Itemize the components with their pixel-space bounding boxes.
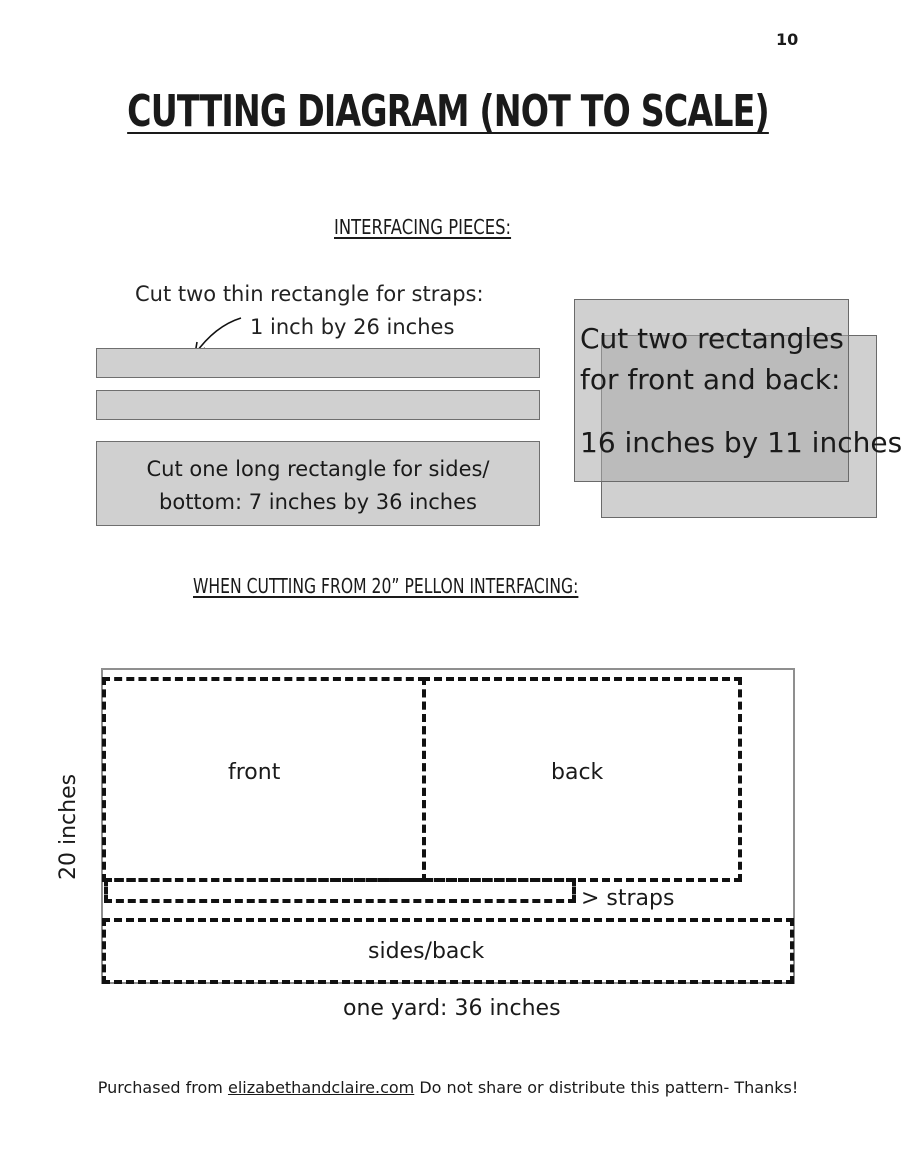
footer bbox=[0, 1078, 896, 1097]
pellon-heading: WHEN CUTTING FROM 20” PELLON INTERFACING: bbox=[193, 574, 579, 598]
interfacing-pieces-heading: INTERFACING PIECES: bbox=[334, 215, 512, 239]
strap-rectangle-2 bbox=[96, 390, 540, 420]
strap-rectangle-1 bbox=[96, 348, 540, 378]
straps-note-line1: Cut two thin rectangle for straps: bbox=[135, 282, 484, 306]
footer-prefix: Purchased from bbox=[97, 1078, 228, 1097]
panels-line3: 16 inches by 11 inches bbox=[580, 426, 903, 459]
sides-line1: Cut one long rectangle for sides/ bbox=[146, 457, 490, 481]
sides-line2: bottom: 7 inches by 36 inches bbox=[159, 490, 477, 514]
straps-cut-area bbox=[104, 878, 576, 903]
page-title bbox=[72, 86, 825, 137]
footer-link[interactable]: elizabethandclaire.com bbox=[227, 1078, 415, 1097]
back-label: back bbox=[551, 760, 604, 785]
sides-rectangle-text bbox=[97, 453, 539, 519]
straps-note-line2: 1 inch by 26 inches bbox=[250, 315, 455, 339]
front-label: front bbox=[228, 760, 281, 785]
width-label: one yard: 36 inches bbox=[343, 996, 561, 1021]
panels-line2: for front and back: bbox=[580, 363, 841, 396]
footer-suffix: Do not share or distribute this pattern- Thanks! bbox=[414, 1078, 799, 1097]
height-label: 20 inches bbox=[56, 773, 81, 880]
page-title-text: CUTTING DIAGRAM (NOT TO SCALE) bbox=[127, 86, 769, 137]
page-number: 10 bbox=[776, 30, 799, 49]
panels-line1: Cut two rectangles bbox=[580, 322, 844, 355]
straps-label: > straps bbox=[581, 886, 675, 911]
sides-label: sides/back bbox=[368, 939, 485, 964]
